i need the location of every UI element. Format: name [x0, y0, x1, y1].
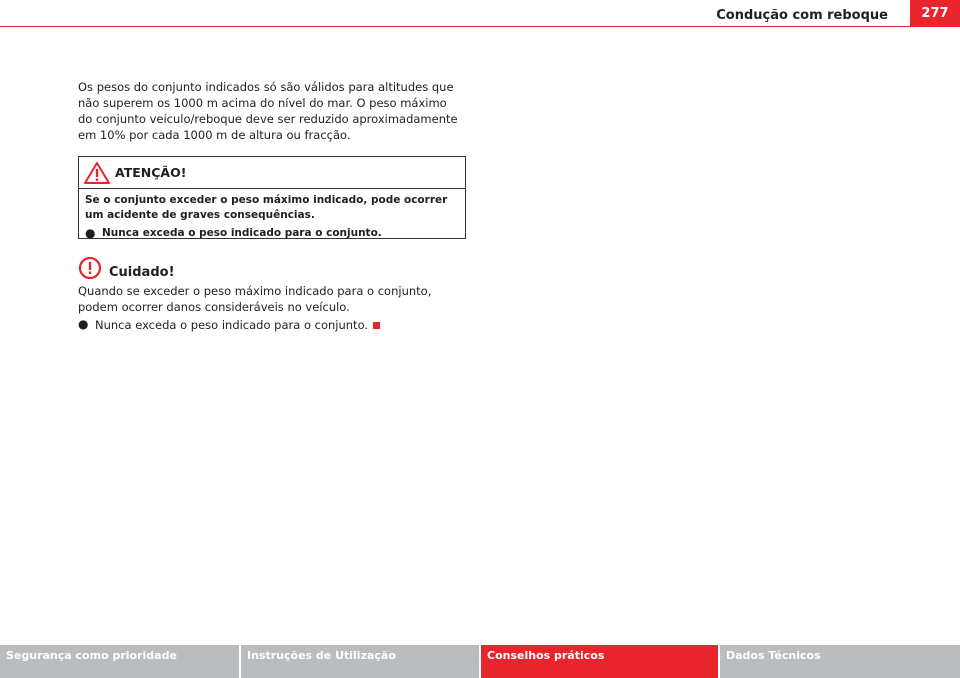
warning-bullet-item — [85, 226, 459, 241]
tab-instrucoes[interactable]: Instruções de Utilização — [241, 645, 481, 678]
warning-body — [79, 189, 465, 241]
page-title: Condução com reboque — [716, 8, 888, 23]
tab-dados[interactable]: Dados Técnicos — [720, 645, 960, 678]
caution-exclamation-icon — [78, 256, 102, 280]
caution-text: Quando se exceder o peso máximo indicado para o conjunto, podem ocorrer danos consideráveis no veículo. — [78, 284, 432, 314]
caution-bullet-item — [78, 317, 468, 333]
bullet-icon: ● — [85, 226, 96, 240]
intro-paragraph: Os pesos do conjunto indicados só são válidos para altitudes que não superem os 1000 m acima do nível do mar. O peso máximo do conjunto veículo/reboque deve ser reduzido aproximadamente em 10% por cada 1000 m de altura ou fracção. — [78, 80, 458, 142]
caution-bullet-text: Nunca exceda o peso indicado para o conjunto. — [95, 318, 369, 332]
tab-seguranca[interactable]: Segurança como prioridade — [0, 645, 241, 678]
warning-bullet-text: Nunca exceda o peso indicado para o conjunto. — [102, 227, 382, 239]
page-number: 277 — [910, 0, 960, 27]
warning-header — [79, 157, 465, 189]
footer-nav — [0, 645, 960, 678]
end-of-section-marker-icon — [373, 322, 380, 329]
warning-triangle-icon — [83, 161, 111, 185]
bullet-icon: ● — [78, 317, 89, 331]
tab-conselhos[interactable]: Conselhos práticos — [481, 645, 720, 678]
caution-title: Cuidado! — [109, 265, 175, 280]
warning-box — [78, 156, 466, 239]
header-divider — [0, 26, 910, 27]
warning-title: ATENÇÃO! — [115, 165, 187, 180]
warning-text: Se o conjunto exceder o peso máximo indicado, pode ocorrer um acidente de graves consequências. — [85, 194, 448, 221]
